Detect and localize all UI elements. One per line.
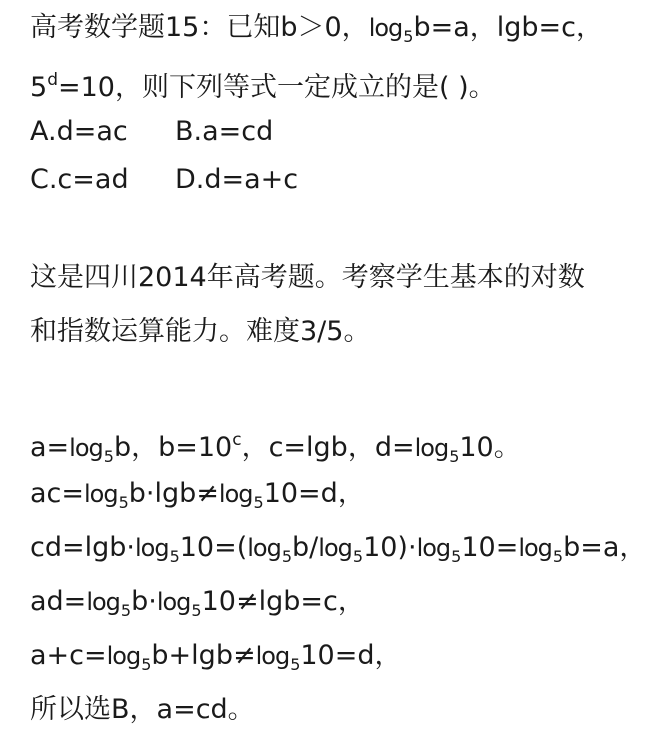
power-base: 5 bbox=[30, 72, 48, 103]
log-symbol: log bbox=[84, 480, 118, 508]
solution-line-5 bbox=[30, 636, 402, 685]
log-base: 5 bbox=[103, 447, 114, 466]
math-text: cd=lgb· bbox=[30, 532, 135, 563]
log-base: 5 bbox=[451, 547, 462, 566]
math-text: 10=d， bbox=[300, 640, 402, 671]
log-base: 5 bbox=[449, 447, 460, 466]
log-symbol: log bbox=[518, 534, 552, 562]
log-symbol: log bbox=[318, 534, 352, 562]
option-c: C.c=ad bbox=[30, 164, 129, 195]
log-base: 5 bbox=[253, 493, 264, 512]
math-text: a= bbox=[30, 432, 70, 463]
math-text: b=a， bbox=[563, 532, 647, 563]
options-row-1 bbox=[30, 112, 273, 152]
math-text: a+c= bbox=[30, 640, 107, 671]
log-base: 5 bbox=[281, 547, 293, 566]
log-symbol: log bbox=[414, 434, 449, 462]
log-base: 5 bbox=[290, 655, 301, 674]
option-d: D.d=a+c bbox=[175, 164, 299, 195]
log-symbol: log bbox=[247, 534, 281, 562]
log-base: 5 bbox=[352, 547, 364, 566]
log-symbol: log bbox=[368, 14, 403, 42]
math-text: b+lgb≠ bbox=[151, 640, 256, 671]
log-symbol: log bbox=[416, 534, 451, 562]
log-symbol: log bbox=[69, 434, 103, 462]
options-row-2 bbox=[30, 160, 298, 200]
solution-line-3 bbox=[30, 528, 646, 577]
log-symbol: log bbox=[218, 480, 253, 508]
option-a: A.d=ac bbox=[30, 116, 128, 147]
log-base: 5 bbox=[120, 601, 132, 620]
math-text: 10)· bbox=[363, 532, 417, 563]
log-base: 5 bbox=[552, 547, 564, 566]
math-text: ，c=lgb，d= bbox=[241, 432, 415, 463]
log-symbol: log bbox=[255, 642, 290, 670]
solution-line-1 bbox=[30, 420, 521, 477]
commentary-line-1: 这是四川2014年高考题。考察学生基本的对数 bbox=[30, 262, 585, 293]
log-base: 5 bbox=[169, 547, 180, 566]
option-b: B.a=cd bbox=[175, 116, 274, 147]
math-text: b/ bbox=[292, 532, 319, 563]
problem-text: b=a，lgb=c， bbox=[413, 12, 604, 43]
problem-text: =10，则下列等式一定成立的是( )。 bbox=[57, 72, 496, 103]
solution-conclusion: 所以选B，a=cd。 bbox=[30, 694, 255, 725]
math-text: b·lgb≠ bbox=[128, 478, 219, 509]
commentary-line-2: 和指数运算能力。难度3/5。 bbox=[30, 316, 371, 347]
log-symbol: log bbox=[134, 534, 169, 562]
log-base: 5 bbox=[141, 655, 152, 674]
problem-statement-line-1 bbox=[30, 8, 603, 57]
problem-text: 高考数学题15：已知b＞0， bbox=[30, 12, 369, 43]
math-text: 10=( bbox=[179, 532, 248, 563]
log-base: 5 bbox=[118, 493, 129, 512]
solution-line-4 bbox=[30, 582, 365, 631]
math-text: 10。 bbox=[459, 432, 521, 463]
math-text: b，b=10 bbox=[113, 432, 233, 463]
power-exponent: c bbox=[232, 430, 242, 450]
log-symbol: log bbox=[106, 642, 141, 670]
math-text: 10= bbox=[461, 532, 519, 563]
math-text: 10=d， bbox=[263, 478, 365, 509]
log-base: 5 bbox=[191, 601, 202, 620]
math-text: 10≠lgb=c， bbox=[201, 586, 365, 617]
math-text: ac= bbox=[30, 478, 85, 509]
math-text: b· bbox=[131, 586, 157, 617]
log-symbol: log bbox=[156, 588, 191, 616]
math-text: ad= bbox=[30, 586, 87, 617]
log-base: 5 bbox=[403, 27, 414, 46]
power-exponent: d bbox=[47, 70, 58, 90]
solution-line-2 bbox=[30, 474, 365, 523]
problem-statement-line-2 bbox=[30, 60, 496, 108]
log-symbol: log bbox=[86, 588, 120, 616]
